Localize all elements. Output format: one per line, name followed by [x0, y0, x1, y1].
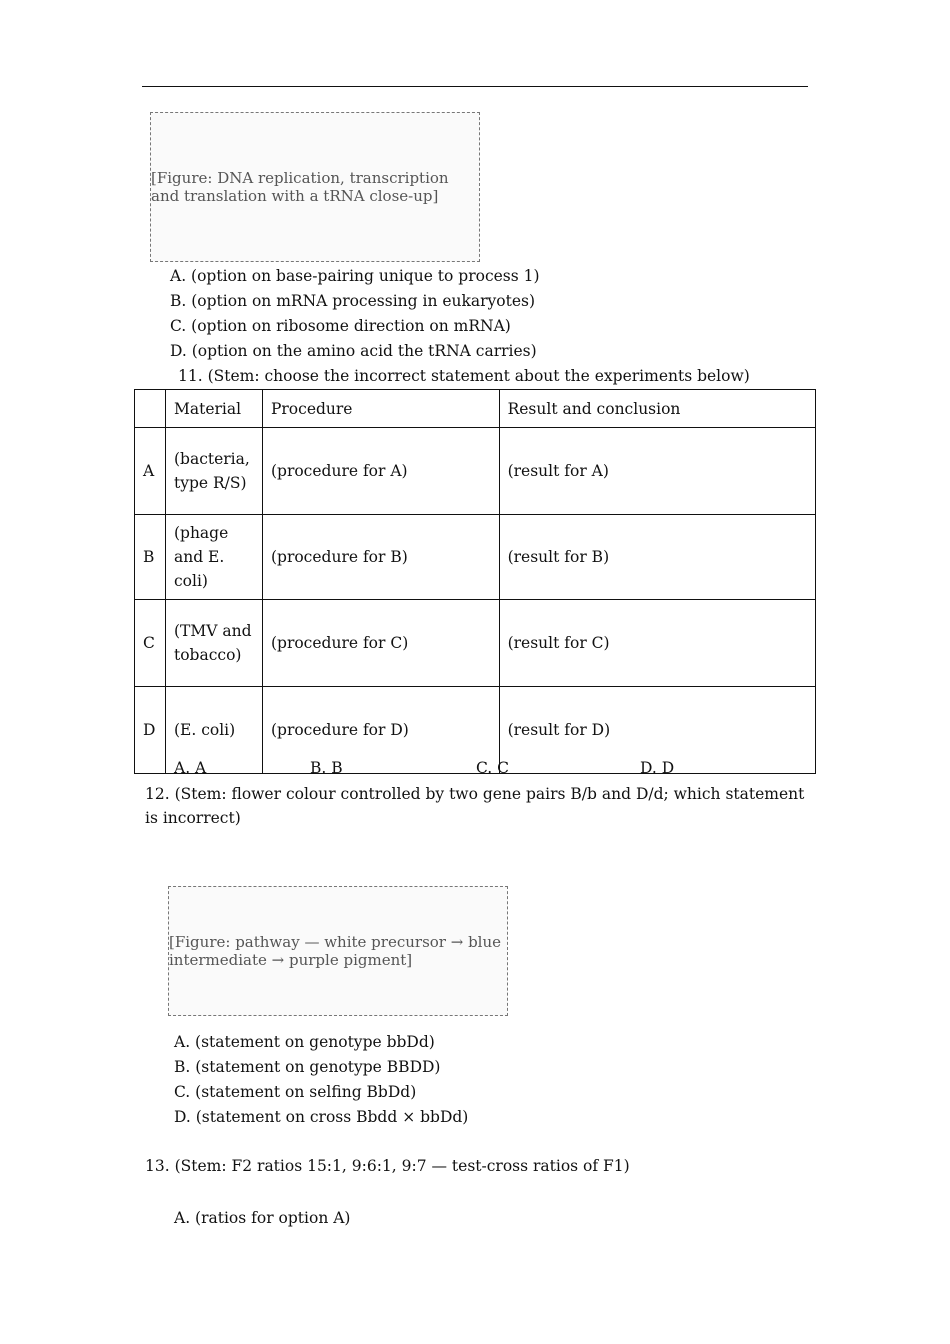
header-cell: [135, 390, 166, 428]
q12-option-d: D. (statement on cross Bbdd × bbDd): [174, 1108, 469, 1126]
q11-answer-a: A. A: [174, 759, 207, 777]
q11-table: [134, 389, 816, 774]
table-header-row: [135, 390, 816, 428]
row-result: (result for A): [499, 428, 815, 515]
row-process: (procedure for B): [262, 515, 499, 600]
q12-figure: [168, 886, 508, 1016]
table-row: [135, 687, 816, 774]
q10-figure: [150, 112, 480, 262]
q11-answer-b: B. B: [310, 759, 343, 777]
q10-figure-note: [Figure: DNA replication, transcription and translation with a tRNA close-up]: [151, 169, 449, 205]
row-material: (bacteria, type R/S): [165, 428, 262, 515]
row-material: (phage and E. coli): [165, 515, 262, 600]
q12-option-b: B. (statement on genotype BBDD): [174, 1058, 441, 1076]
row-material: (TMV and tobacco): [165, 600, 262, 687]
row-process: (procedure for C): [262, 600, 499, 687]
row-label: B: [135, 515, 166, 600]
row-material: (E. coli): [165, 687, 262, 774]
header-cell: Procedure: [262, 390, 499, 428]
q13-stem: 13. (Stem: F2 ratios 15:1, 9:6:1, 9:7 — test-cross ratios of F1): [145, 1157, 630, 1175]
row-label: C: [135, 600, 166, 687]
row-label: A: [135, 428, 166, 515]
header-rule: [142, 86, 808, 87]
table-row: [135, 515, 816, 600]
q10-option-c: C. (option on ribosome direction on mRNA): [170, 317, 511, 335]
table-row: [135, 600, 816, 687]
header-cell: Material: [165, 390, 262, 428]
row-result: (result for D): [499, 687, 815, 774]
q13-option-a: A. (ratios for option A): [174, 1209, 351, 1227]
q12-option-c: C. (statement on selfing BbDd): [174, 1083, 417, 1101]
header-cell: Result and conclusion: [499, 390, 815, 428]
q12-option-a: A. (statement on genotype bbDd): [174, 1033, 435, 1051]
q12-stem: 12. (Stem: flower colour controlled by two gene pairs B/b and D/d; which statement is incorrect): [145, 785, 805, 827]
q11-stem: 11. (Stem: choose the incorrect statement about the experiments below): [178, 367, 750, 385]
row-process: (procedure for D): [262, 687, 499, 774]
row-process: (procedure for A): [262, 428, 499, 515]
q11-answer-c: C. C: [476, 759, 510, 777]
q10-option-d: D. (option on the amino acid the tRNA carries): [170, 342, 537, 360]
row-result: (result for B): [499, 515, 815, 600]
q10-option-a: A. (option on base-pairing unique to process 1): [170, 267, 540, 285]
q11-answer-d: D. D: [640, 759, 675, 777]
q10-option-b: B. (option on mRNA processing in eukaryotes): [170, 292, 536, 310]
row-result: (result for C): [499, 600, 815, 687]
table-row: [135, 428, 816, 515]
row-label: D: [135, 687, 166, 774]
q12-figure-note: [Figure: pathway — white precursor → blue intermediate → purple pigment]: [169, 933, 502, 969]
